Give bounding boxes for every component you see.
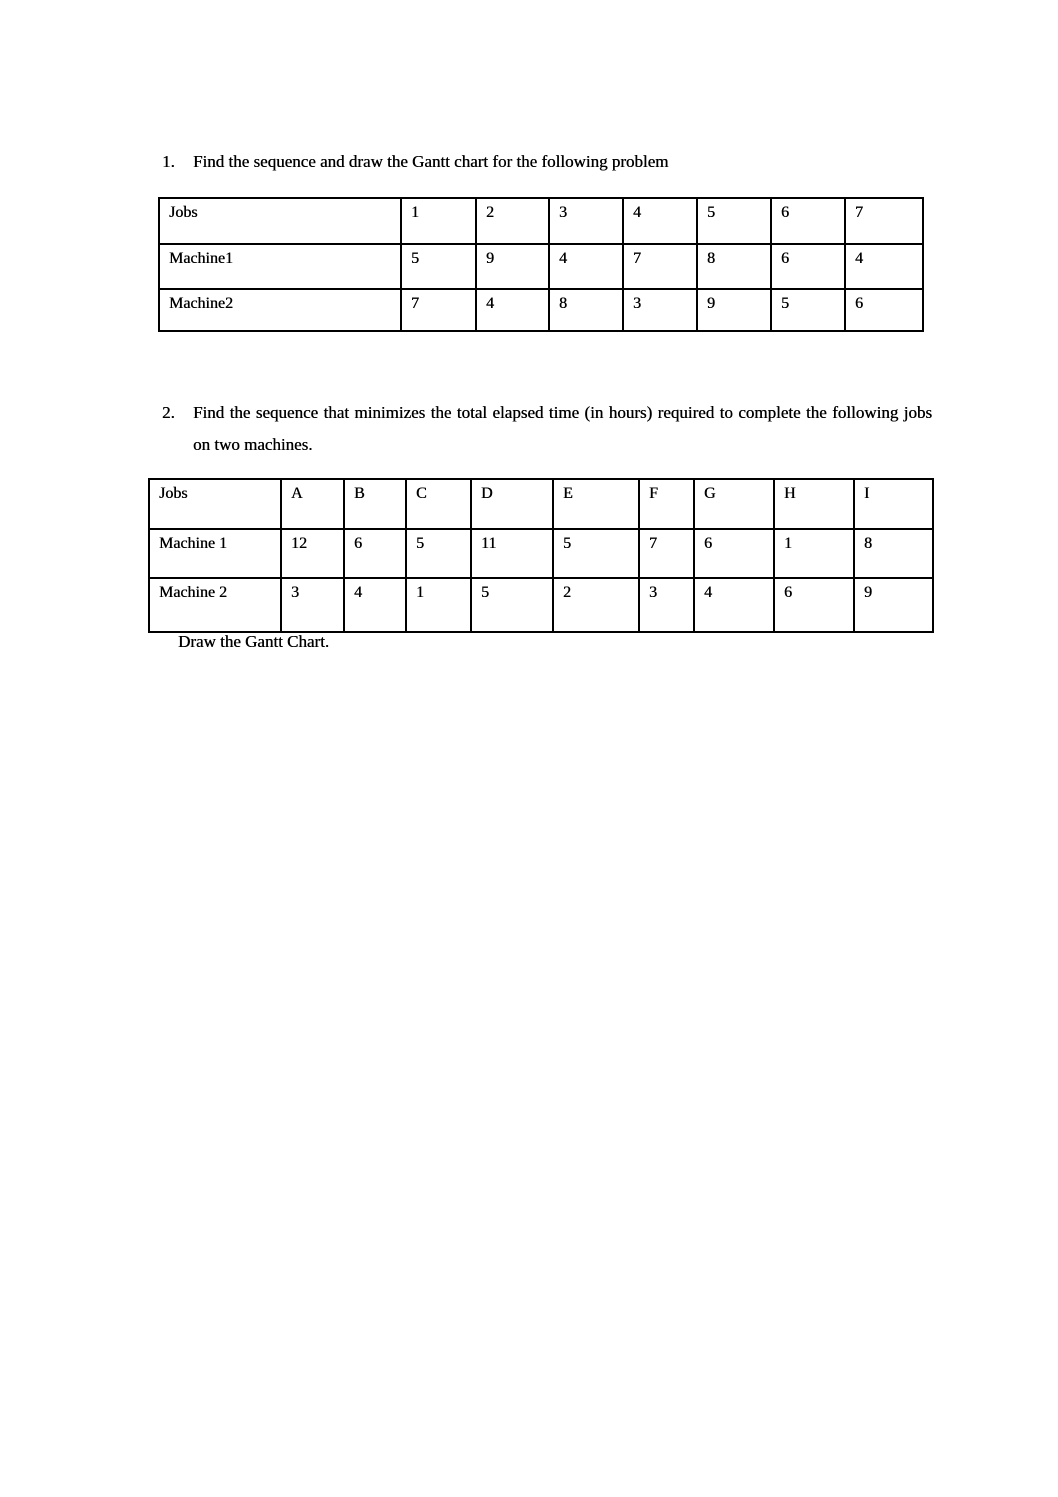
- value-cell: 12: [281, 529, 344, 578]
- value-cell: 4: [549, 244, 623, 289]
- value-cell: 3: [639, 578, 694, 632]
- value-cell: 11: [471, 529, 553, 578]
- value-cell: 5: [697, 198, 771, 244]
- value-cell: 4: [845, 244, 923, 289]
- value-cell: 7: [639, 529, 694, 578]
- value-cell: 3: [281, 578, 344, 632]
- value-cell: 7: [845, 198, 923, 244]
- problem2-text: Find the sequence that minimizes the total elapsed time (in hours) required to complete the following jobs on two machines.: [193, 403, 932, 454]
- value-cell: 4: [694, 578, 774, 632]
- table-row: [159, 244, 923, 289]
- value-cell: 3: [549, 198, 623, 244]
- value-cell: 4: [476, 289, 549, 331]
- table-row: [149, 578, 933, 632]
- value-cell: 4: [344, 578, 406, 632]
- value-cell: 5: [553, 529, 639, 578]
- row-label-cell: Jobs: [159, 198, 401, 244]
- value-cell: F: [639, 479, 694, 529]
- value-cell: 1: [406, 578, 471, 632]
- value-cell: 5: [401, 244, 476, 289]
- problem1-number: 1.: [162, 152, 175, 171]
- problem1-text: Find the sequence and draw the Gantt chart for the following problem: [193, 152, 669, 171]
- value-cell: I: [854, 479, 933, 529]
- value-cell: 6: [771, 244, 845, 289]
- draw-gantt-note: Draw the Gantt Chart.: [178, 632, 330, 651]
- value-cell: 8: [697, 244, 771, 289]
- value-cell: C: [406, 479, 471, 529]
- value-cell: 8: [549, 289, 623, 331]
- value-cell: E: [553, 479, 639, 529]
- problem2-heading: [162, 397, 932, 461]
- table-row: [159, 289, 923, 331]
- value-cell: H: [774, 479, 854, 529]
- value-cell: 4: [623, 198, 697, 244]
- value-cell: 7: [623, 244, 697, 289]
- value-cell: 9: [854, 578, 933, 632]
- value-cell: D: [471, 479, 553, 529]
- value-cell: G: [694, 479, 774, 529]
- value-cell: A: [281, 479, 344, 529]
- table-row: [149, 479, 933, 529]
- value-cell: 9: [476, 244, 549, 289]
- value-cell: 5: [406, 529, 471, 578]
- value-cell: 6: [344, 529, 406, 578]
- value-cell: 5: [771, 289, 845, 331]
- value-cell: 5: [471, 578, 553, 632]
- value-cell: 8: [854, 529, 933, 578]
- problem2-number: 2.: [162, 403, 175, 422]
- row-label-cell: Machine 2: [149, 578, 281, 632]
- table-row: [159, 198, 923, 244]
- value-cell: 2: [553, 578, 639, 632]
- value-cell: 1: [401, 198, 476, 244]
- value-cell: 6: [771, 198, 845, 244]
- value-cell: 3: [623, 289, 697, 331]
- value-cell: 1: [774, 529, 854, 578]
- table-row: [149, 529, 933, 578]
- problem1-heading: [162, 146, 922, 178]
- row-label-cell: Jobs: [149, 479, 281, 529]
- value-cell: 6: [694, 529, 774, 578]
- row-label-cell: Machine1: [159, 244, 401, 289]
- value-cell: B: [344, 479, 406, 529]
- problem2-table: [148, 478, 934, 633]
- row-label-cell: Machine 1: [149, 529, 281, 578]
- value-cell: 7: [401, 289, 476, 331]
- value-cell: 9: [697, 289, 771, 331]
- value-cell: 6: [774, 578, 854, 632]
- value-cell: 2: [476, 198, 549, 244]
- value-cell: 6: [845, 289, 923, 331]
- problem1-table: [158, 197, 924, 332]
- row-label-cell: Machine2: [159, 289, 401, 331]
